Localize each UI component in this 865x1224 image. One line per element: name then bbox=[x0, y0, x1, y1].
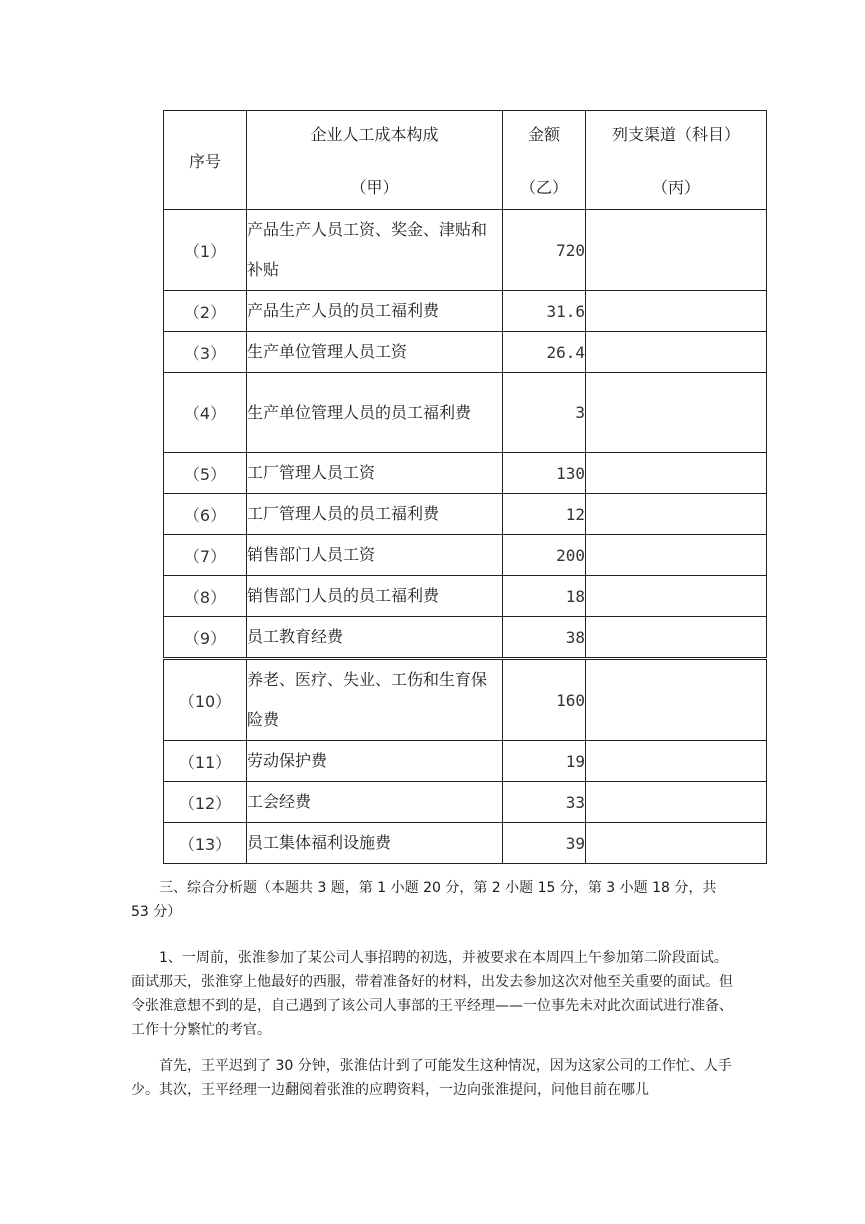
row-amount: 3 bbox=[503, 373, 586, 453]
header-channel-sub: （丙） bbox=[651, 178, 700, 197]
row-no: （2） bbox=[164, 291, 247, 332]
row-item: 工厂管理人员的员工福利费 bbox=[247, 494, 503, 535]
row-no: （7） bbox=[164, 535, 247, 576]
row-item: 劳动保护费 bbox=[247, 741, 503, 782]
paragraph-text: 1、一周前，张淮参加了某公司人事招聘的初选，并被要求在本周四上午参加第二阶段面试。面试那天，张淮穿上他最好的西服，带着准备好的材料，出发去参加这次对他至关重要的面试。但令张淮意想不到的是，自己遇到了该公司人事部的王平经理——一位事先未对此次面试进行准备、工作十分繁忙的考官。 bbox=[131, 950, 733, 1038]
row-channel bbox=[586, 210, 767, 291]
header-amount-label: 金额 bbox=[527, 125, 560, 144]
table-row bbox=[164, 494, 767, 535]
row-item: 销售部门人员工资 bbox=[247, 535, 503, 576]
row-amount: 39 bbox=[503, 823, 586, 864]
row-no: （3） bbox=[164, 332, 247, 373]
row-no: （11） bbox=[164, 741, 247, 782]
row-item: 工厂管理人员工资 bbox=[247, 453, 503, 494]
row-channel bbox=[586, 453, 767, 494]
table-row bbox=[164, 373, 767, 453]
table-row bbox=[164, 210, 767, 291]
labor-cost-table bbox=[163, 110, 767, 864]
header-item bbox=[247, 111, 503, 210]
section-heading: 三、综合分析题（本题共 3 题，第 1 小题 20 分，第 2 小题 15 分，第 3 小题 18 分，共 53 分） bbox=[131, 880, 717, 920]
table-row bbox=[164, 659, 767, 741]
row-channel bbox=[586, 741, 767, 782]
row-item: 产品生产人员的员工福利费 bbox=[247, 291, 503, 332]
row-channel bbox=[586, 617, 767, 659]
row-no: （9） bbox=[164, 617, 247, 659]
table-row bbox=[164, 741, 767, 782]
row-no: （12） bbox=[164, 782, 247, 823]
table-row bbox=[164, 617, 767, 659]
header-no-label: 序号 bbox=[188, 151, 221, 171]
row-item: 生产单位管理人员工资 bbox=[247, 332, 503, 373]
row-channel bbox=[586, 494, 767, 535]
row-item: 养老、医疗、失业、工伤和生育保险费 bbox=[247, 659, 503, 741]
table-row bbox=[164, 535, 767, 576]
paragraph-text: 首先，王平迟到了 30 分钟，张淮估计到了可能发生这种情况，因为这家公司的工作忙、人手少。其次，王平经理一边翻阅着张淮的应聘资料，一边向张淮提问，问他目前在哪儿 bbox=[131, 1058, 732, 1098]
row-no: （10） bbox=[164, 659, 247, 741]
row-item: 销售部门人员的员工福利费 bbox=[247, 576, 503, 617]
case-paragraph-2 bbox=[131, 1054, 736, 1102]
row-amount: 200 bbox=[503, 535, 586, 576]
row-no: （4） bbox=[164, 373, 247, 453]
row-channel bbox=[586, 291, 767, 332]
row-amount: 38 bbox=[503, 617, 586, 659]
row-amount: 31.6 bbox=[503, 291, 586, 332]
row-no: （1） bbox=[164, 210, 247, 291]
row-channel bbox=[586, 823, 767, 864]
header-amount bbox=[503, 111, 586, 210]
case-paragraph-1 bbox=[131, 946, 736, 1042]
row-amount: 160 bbox=[503, 659, 586, 741]
row-item: 生产单位管理人员的员工福利费 bbox=[247, 373, 503, 453]
row-channel bbox=[586, 332, 767, 373]
row-amount: 26.4 bbox=[503, 332, 586, 373]
table-row bbox=[164, 782, 767, 823]
row-amount: 19 bbox=[503, 741, 586, 782]
row-amount: 33 bbox=[503, 782, 586, 823]
row-amount: 12 bbox=[503, 494, 586, 535]
section-heading-block bbox=[131, 876, 736, 924]
row-channel bbox=[586, 535, 767, 576]
row-channel bbox=[586, 782, 767, 823]
table-row bbox=[164, 332, 767, 373]
header-amount-sub: （乙） bbox=[519, 178, 568, 197]
row-no: （8） bbox=[164, 576, 247, 617]
row-amount: 18 bbox=[503, 576, 586, 617]
row-amount: 720 bbox=[503, 210, 586, 291]
table-row bbox=[164, 576, 767, 617]
row-item: 员工集体福利设施费 bbox=[247, 823, 503, 864]
row-no: （5） bbox=[164, 453, 247, 494]
row-item: 员工教育经费 bbox=[247, 617, 503, 659]
row-no: （6） bbox=[164, 494, 247, 535]
row-item: 工会经费 bbox=[247, 782, 503, 823]
row-channel bbox=[586, 373, 767, 453]
table-row bbox=[164, 291, 767, 332]
row-channel bbox=[586, 659, 767, 741]
header-item-sub: （甲） bbox=[350, 178, 399, 197]
row-no: （13） bbox=[164, 823, 247, 864]
table-row bbox=[164, 823, 767, 864]
row-item: 产品生产人员工资、奖金、津贴和补贴 bbox=[247, 210, 503, 291]
header-channel-label: 列支渠道（科目） bbox=[611, 125, 740, 144]
table-row bbox=[164, 453, 767, 494]
header-channel bbox=[586, 111, 767, 210]
row-amount: 130 bbox=[503, 453, 586, 494]
header-no bbox=[164, 111, 247, 210]
header-item-label: 企业人工成本构成 bbox=[310, 125, 439, 144]
row-channel bbox=[586, 576, 767, 617]
